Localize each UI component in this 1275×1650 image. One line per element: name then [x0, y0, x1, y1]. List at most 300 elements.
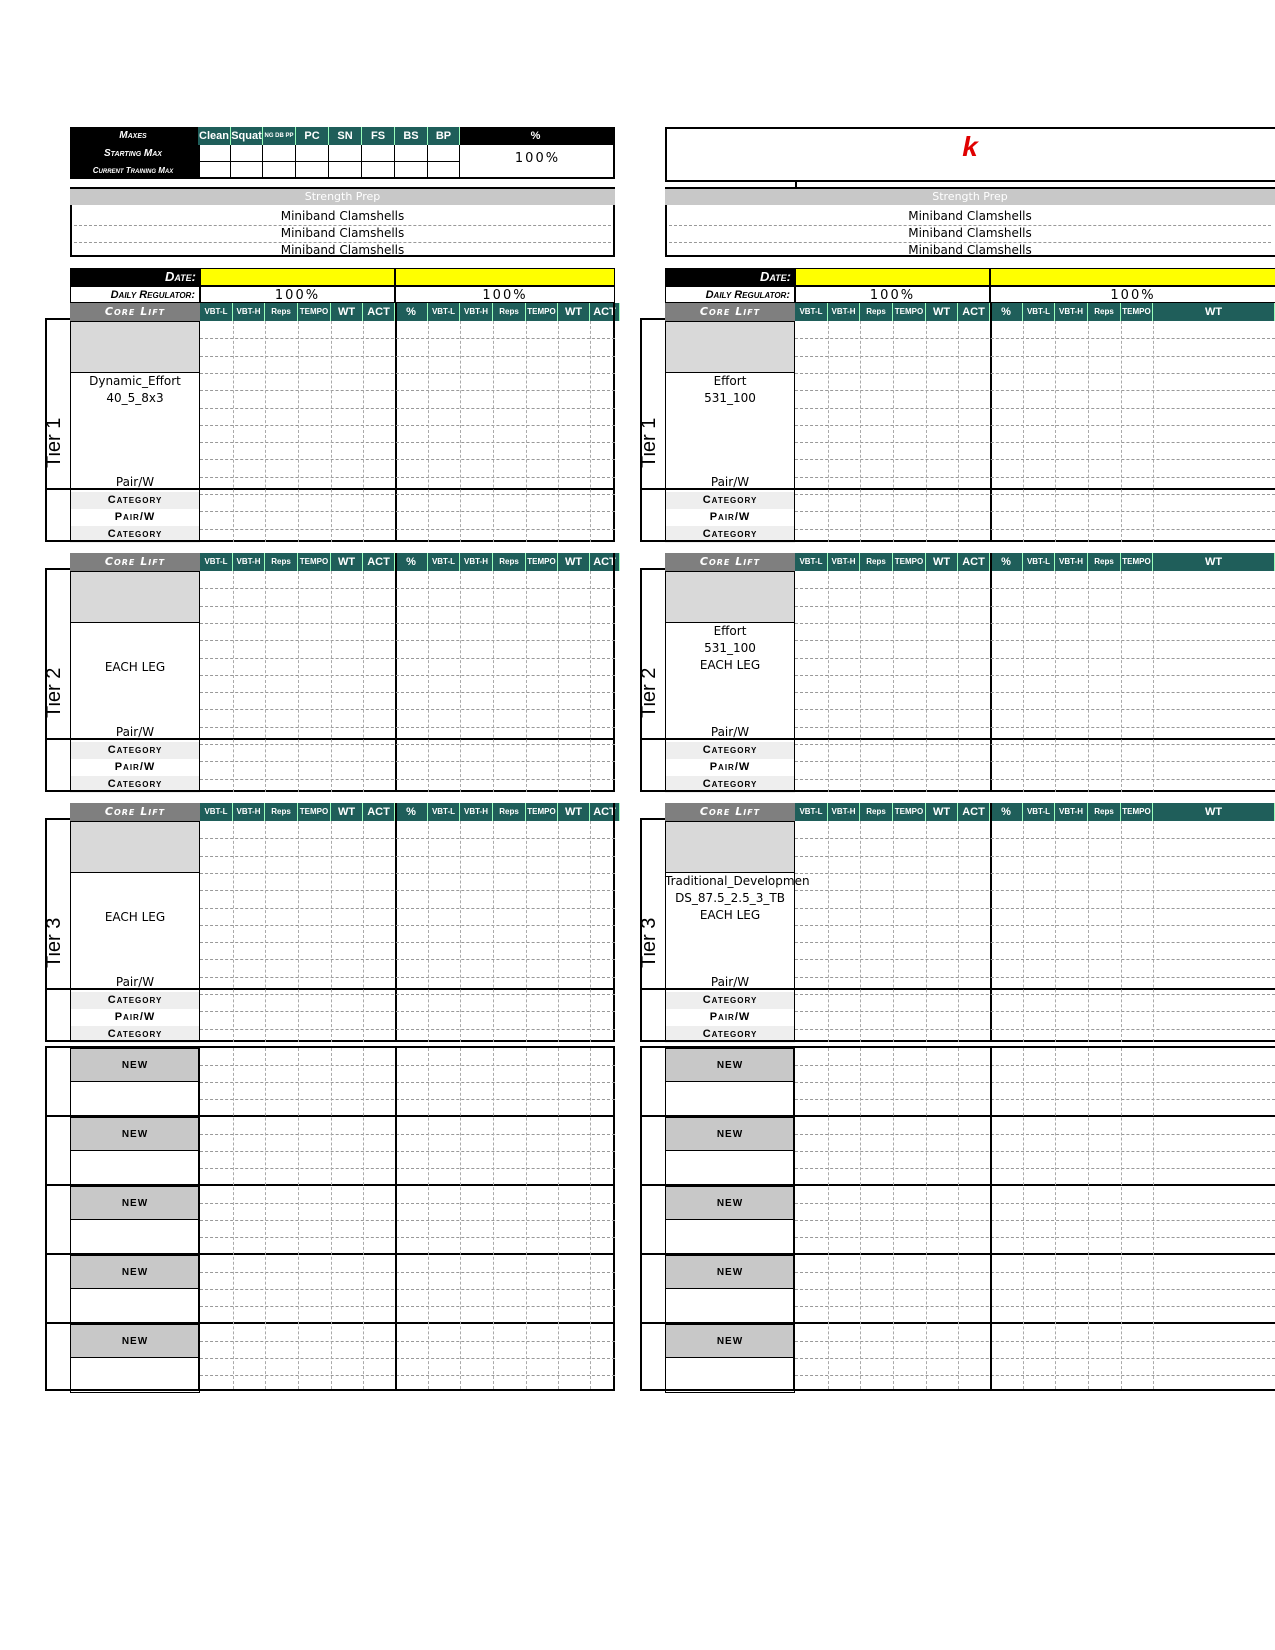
col-header: TEMPO — [1121, 553, 1153, 571]
border-line — [45, 488, 615, 490]
tier-label: Tier 2 — [638, 667, 660, 718]
grid-line — [200, 692, 615, 693]
grid-line — [233, 571, 234, 792]
maxes-input[interactable] — [231, 162, 263, 179]
new-label: NEW — [665, 1117, 795, 1151]
grid-line — [795, 727, 1275, 728]
maxes-input[interactable] — [329, 145, 362, 162]
maxes-input[interactable] — [428, 145, 460, 162]
label-frame — [665, 321, 795, 542]
category-row: Category — [665, 776, 795, 793]
grid-line — [795, 1272, 1275, 1273]
col-header: WT — [926, 553, 958, 571]
strength-prep-item: Miniband Clamshells — [280, 209, 405, 223]
grid-line — [893, 571, 894, 792]
pair-label: Pair/W — [710, 475, 750, 489]
col-header: VBT-L — [795, 303, 828, 321]
col-header: WT — [331, 803, 363, 821]
starting-max-label: Starting Max — [70, 145, 200, 162]
category-row: Category — [70, 776, 200, 793]
border-line — [45, 1040, 615, 1042]
pct-header: % — [460, 127, 615, 145]
grid-line — [200, 744, 615, 745]
tier-label: Tier 1 — [638, 417, 660, 468]
grid-line — [958, 821, 959, 1042]
maxes-input[interactable] — [362, 145, 395, 162]
grid-line — [493, 321, 494, 542]
grid-line — [795, 1134, 1275, 1135]
grid-line — [526, 1048, 527, 1389]
exercise-name: EACH LEG — [104, 910, 166, 924]
new-entry[interactable] — [665, 1289, 795, 1324]
grid-line — [200, 838, 615, 839]
grid-line — [795, 959, 1275, 960]
border-line — [395, 1046, 397, 1391]
grid-line — [893, 321, 894, 542]
exercise-name: 531_100 — [704, 391, 756, 405]
grid-line — [526, 571, 527, 792]
new-entry[interactable] — [70, 1358, 200, 1393]
grid-line — [795, 338, 1275, 339]
maxes-input[interactable] — [395, 145, 428, 162]
date-input-2[interactable] — [990, 268, 1275, 286]
grid-line — [200, 640, 615, 641]
grid-line — [200, 408, 615, 409]
grid-line — [926, 571, 927, 792]
category-row: Category — [70, 1026, 200, 1043]
tier-label: Tier 2 — [43, 667, 65, 718]
maxes-input[interactable] — [263, 162, 296, 179]
label-frame — [70, 821, 200, 1042]
grid-line — [558, 321, 559, 542]
maxes-input[interactable] — [296, 145, 329, 162]
grid-line — [298, 321, 299, 542]
maxes-col-6: BS — [395, 127, 428, 145]
exercise-name: Effort — [713, 624, 747, 638]
grid-line — [926, 1048, 927, 1389]
category-row: Category — [70, 526, 200, 543]
exercise-name: Traditional_Developmen — [665, 874, 810, 888]
grid-line — [200, 1082, 615, 1083]
col-header: WT — [1153, 303, 1275, 321]
grid-line — [331, 821, 332, 1042]
new-label: NEW — [70, 1255, 200, 1289]
grid-line — [233, 1048, 234, 1389]
grid-line — [893, 1048, 894, 1389]
col-header: % — [395, 553, 428, 571]
grid-line — [200, 1134, 615, 1135]
col-header: % — [395, 303, 428, 321]
grid-line — [860, 571, 861, 792]
border-line — [45, 988, 615, 990]
grid-line — [200, 588, 615, 589]
col-header: Reps — [860, 553, 893, 571]
grid-line — [200, 1168, 615, 1169]
new-label: NEW — [665, 1048, 795, 1082]
maxes-input[interactable] — [362, 162, 395, 179]
col-header: VBT-L — [428, 303, 460, 321]
grid-line — [558, 821, 559, 1042]
pct-value: 100% — [514, 151, 561, 166]
grid-line — [795, 1151, 1275, 1152]
grid-line — [428, 321, 429, 542]
grid-line — [828, 571, 829, 792]
grid-line — [795, 408, 1275, 409]
col-header: VBT-H — [828, 303, 860, 321]
col-header: Reps — [265, 803, 298, 821]
grid-line — [200, 356, 615, 357]
col-header: WT — [331, 303, 363, 321]
grid-line — [428, 1048, 429, 1389]
strength-prep-item: Miniband Clamshells — [908, 209, 1032, 223]
col-header: WT — [926, 803, 958, 821]
new-label: NEW — [665, 1324, 795, 1358]
col-header: VBT-L — [795, 553, 828, 571]
maxes-input[interactable] — [296, 162, 329, 179]
grid-line — [1023, 1048, 1024, 1389]
col-header: % — [990, 803, 1023, 821]
grid-line — [860, 321, 861, 542]
col-header: WT — [926, 303, 958, 321]
grid-line — [1088, 1048, 1089, 1389]
grid-line — [795, 459, 1275, 460]
maxes-col-1: Squat — [231, 127, 263, 145]
grid-line — [200, 890, 615, 891]
grid-line — [331, 321, 332, 542]
col-header: Reps — [860, 303, 893, 321]
grid-line — [795, 658, 1275, 659]
grid-line — [795, 1375, 1275, 1376]
grid-line — [1153, 571, 1154, 792]
grid-line — [200, 1237, 615, 1238]
maxes-label: Maxes — [70, 127, 200, 145]
col-header: VBT-H — [233, 803, 265, 821]
exercise-name: DS_87.5_2.5_3_TB — [675, 891, 785, 905]
grid-line — [795, 1065, 1275, 1066]
grid-line — [460, 1048, 461, 1389]
grid-line — [590, 321, 591, 542]
grid-line — [428, 571, 429, 792]
date-input-1[interactable] — [200, 268, 395, 286]
new-entry[interactable] — [665, 1358, 795, 1393]
strength-prep-item: Miniband Clamshells — [280, 226, 405, 240]
grid-line — [590, 1048, 591, 1389]
col-header: TEMPO — [1121, 803, 1153, 821]
grid-line — [1055, 821, 1056, 1042]
grid-line — [200, 338, 615, 339]
new-entry[interactable] — [665, 1082, 795, 1117]
grid-line — [1121, 1048, 1122, 1389]
grid-line — [200, 606, 615, 607]
col-header: Reps — [265, 553, 298, 571]
grid-line — [460, 321, 461, 542]
core-lift-label-text: Core Lift — [70, 803, 200, 821]
grid-line — [233, 821, 234, 1042]
col-header: VBT-L — [1023, 553, 1055, 571]
maxes-input[interactable] — [231, 145, 263, 162]
col-header: TEMPO — [298, 303, 331, 321]
grid-line — [1153, 1048, 1154, 1389]
grid-line — [200, 1011, 615, 1012]
col-header: ACT — [958, 553, 990, 571]
grid-line — [1023, 821, 1024, 1042]
new-entry[interactable] — [70, 1082, 200, 1117]
grid-line — [795, 1220, 1275, 1221]
col-header: WT — [558, 553, 590, 571]
grid-line — [200, 529, 615, 530]
grid-line — [200, 942, 615, 943]
grid-line — [1121, 821, 1122, 1042]
grid-line — [795, 856, 1275, 857]
grid-line — [795, 390, 1275, 391]
grid-line — [795, 606, 1275, 607]
col-header: VBT-L — [1023, 803, 1055, 821]
new-label: NEW — [665, 1255, 795, 1289]
strength-prep-title: Strength Prep — [70, 189, 615, 205]
grid-line — [1153, 821, 1154, 1042]
grid-line — [331, 571, 332, 792]
col-header: ACT — [363, 553, 395, 571]
col-header: VBT-L — [200, 303, 233, 321]
col-header: WT — [558, 803, 590, 821]
new-label: NEW — [70, 1186, 200, 1220]
col-header: TEMPO — [526, 553, 558, 571]
grid-line — [200, 1289, 615, 1290]
col-header: TEMPO — [893, 303, 926, 321]
grid-line — [200, 1375, 615, 1376]
grid-line — [200, 873, 615, 874]
col-header: TEMPO — [893, 553, 926, 571]
grid-line — [200, 925, 615, 926]
grid-line — [265, 321, 266, 542]
new-label: NEW — [665, 1186, 795, 1220]
grid-line — [493, 1048, 494, 1389]
maxes-input[interactable] — [263, 145, 296, 162]
regulator-value-1[interactable]: 100% — [200, 286, 395, 303]
grid-line — [795, 373, 1275, 374]
col-header: ACT — [590, 303, 620, 321]
exercise-name: Dynamic_Effort — [89, 374, 181, 388]
pair-label: Pair/W — [115, 725, 155, 739]
core-lift-label-text: Core Lift — [665, 803, 795, 821]
exercise-name: 40_5_8x3 — [106, 391, 164, 405]
col-header: Reps — [1088, 553, 1121, 571]
border-line — [793, 1046, 795, 1391]
regulator-value-2[interactable]: 100% — [395, 286, 615, 303]
maxes-input[interactable] — [428, 162, 460, 179]
new-entry[interactable] — [665, 1151, 795, 1186]
maxes-col-0: Clean — [198, 127, 231, 145]
grid-line — [795, 1099, 1275, 1100]
grid-line — [828, 1048, 829, 1389]
grid-line — [1055, 321, 1056, 542]
grid-line — [795, 942, 1275, 943]
col-header: VBT-L — [795, 803, 828, 821]
border-line — [990, 1046, 992, 1391]
strength-prep-item: Miniband Clamshells — [908, 243, 1032, 257]
border-line — [45, 790, 615, 792]
grid-line — [363, 821, 364, 1042]
maxes-col-4: SN — [329, 127, 362, 145]
col-header: Reps — [493, 553, 526, 571]
grid-line — [893, 821, 894, 1042]
grid-line — [200, 1151, 615, 1152]
col-header: % — [395, 803, 428, 821]
maxes-input[interactable] — [198, 145, 231, 162]
col-header: Reps — [493, 303, 526, 321]
col-header: ACT — [590, 803, 620, 821]
grid-line — [200, 977, 615, 978]
tier-label: Tier 3 — [43, 917, 65, 968]
grid-line — [828, 821, 829, 1042]
col-header: ACT — [958, 303, 990, 321]
category-row: Category — [70, 992, 200, 1009]
grid-line — [331, 1048, 332, 1389]
new-entry[interactable] — [70, 1151, 200, 1186]
date-label: Date: — [70, 268, 200, 286]
pair-label: Pair/W — [710, 975, 750, 989]
grid-line — [200, 761, 615, 762]
grid-line — [926, 821, 927, 1042]
exercise-name: EACH LEG — [699, 908, 761, 922]
grid-line — [795, 477, 1275, 478]
grid-line — [795, 994, 1275, 995]
regulator-value-2[interactable]: 100% — [990, 286, 1275, 303]
grid-line — [795, 1168, 1275, 1169]
grid-line — [795, 925, 1275, 926]
grid-line — [590, 821, 591, 1042]
col-header: WT — [1153, 553, 1275, 571]
maxes-input[interactable] — [329, 162, 362, 179]
grid-line — [795, 356, 1275, 357]
new-entry[interactable] — [665, 1220, 795, 1255]
border-line — [45, 540, 615, 542]
col-header: ACT — [958, 803, 990, 821]
grid-line — [795, 675, 1275, 676]
grid-line — [795, 890, 1275, 891]
category-row: Category — [665, 1026, 795, 1043]
core-lift-label-text: Core Lift — [665, 553, 795, 571]
label-frame — [665, 571, 795, 792]
category-row: Category — [665, 992, 795, 1009]
grid-line — [558, 571, 559, 792]
col-header: Reps — [265, 303, 298, 321]
grid-line — [795, 977, 1275, 978]
grid-line — [200, 1306, 615, 1307]
grid-line — [795, 709, 1275, 710]
category-row: Category — [665, 526, 795, 543]
col-header: VBT-L — [428, 553, 460, 571]
core-lift-label-text: Core Lift — [665, 303, 795, 321]
col-header: WT — [331, 553, 363, 571]
col-header: ACT — [590, 553, 620, 571]
grid-line — [795, 588, 1275, 589]
grid-line — [795, 442, 1275, 443]
grid-line — [200, 727, 615, 728]
col-header: VBT-H — [1055, 803, 1088, 821]
maxes-input[interactable] — [198, 162, 231, 179]
grid-line — [795, 1011, 1275, 1012]
grid-line — [460, 821, 461, 1042]
grid-line — [200, 623, 615, 624]
category-row: Category — [665, 742, 795, 759]
new-entry[interactable] — [70, 1220, 200, 1255]
regulator-value-1[interactable]: 100% — [795, 286, 990, 303]
grid-line — [200, 1341, 615, 1342]
tier-label: Tier 1 — [43, 417, 65, 468]
maxes-col-2: NG DB PP — [263, 127, 296, 145]
new-entry[interactable] — [70, 1289, 200, 1324]
grid-line — [493, 821, 494, 1042]
category-row: Pair/W — [70, 759, 200, 776]
col-header: VBT-H — [828, 803, 860, 821]
grid-line — [795, 1358, 1275, 1359]
maxes-input[interactable] — [395, 162, 428, 179]
grid-line — [200, 1099, 615, 1100]
grid-line — [200, 994, 615, 995]
exercise-name: EACH LEG — [104, 660, 166, 674]
category-row: Pair/W — [665, 759, 795, 776]
col-header: Reps — [860, 803, 893, 821]
grid-line — [958, 321, 959, 542]
grid-line — [200, 425, 615, 426]
grid-line — [860, 821, 861, 1042]
col-header: WT — [1153, 803, 1275, 821]
col-header: VBT-L — [200, 803, 233, 821]
grid-line — [860, 1048, 861, 1389]
grid-line — [200, 1029, 615, 1030]
grid-line — [200, 856, 615, 857]
grid-line — [200, 1272, 615, 1273]
category-row: Pair/W — [70, 1009, 200, 1026]
grid-line — [795, 1029, 1275, 1030]
date-input-1[interactable] — [795, 268, 990, 286]
date-input-2[interactable] — [395, 268, 615, 286]
col-header: TEMPO — [526, 803, 558, 821]
grid-line — [298, 821, 299, 1042]
tier-label: Tier 3 — [638, 917, 660, 968]
grid-line — [1088, 321, 1089, 542]
grid-line — [200, 1203, 615, 1204]
date-label: Date: — [665, 268, 795, 286]
col-header: VBT-H — [233, 303, 265, 321]
col-header: TEMPO — [526, 303, 558, 321]
pair-label: Pair/W — [115, 975, 155, 989]
strength-prep-title: Strength Prep — [665, 189, 1275, 205]
grid-line — [795, 744, 1275, 745]
grid-line — [200, 658, 615, 659]
grid-line — [298, 1048, 299, 1389]
grid-line — [795, 873, 1275, 874]
grid-line — [526, 321, 527, 542]
col-header: % — [990, 303, 1023, 321]
pair-label: Pair/W — [115, 475, 155, 489]
label-frame — [70, 571, 200, 792]
exercise-name: EACH LEG — [699, 658, 761, 672]
col-header: Reps — [1088, 303, 1121, 321]
grid-line — [200, 511, 615, 512]
border-line — [198, 1046, 200, 1391]
grid-line — [200, 494, 615, 495]
grid-line — [493, 571, 494, 792]
grid-line — [200, 779, 615, 780]
col-header: ACT — [363, 803, 395, 821]
grid-line — [1023, 571, 1024, 792]
col-header: VBT-H — [1055, 303, 1088, 321]
category-row: Category — [70, 492, 200, 509]
grid-line — [1121, 321, 1122, 542]
col-header: VBT-H — [460, 553, 493, 571]
